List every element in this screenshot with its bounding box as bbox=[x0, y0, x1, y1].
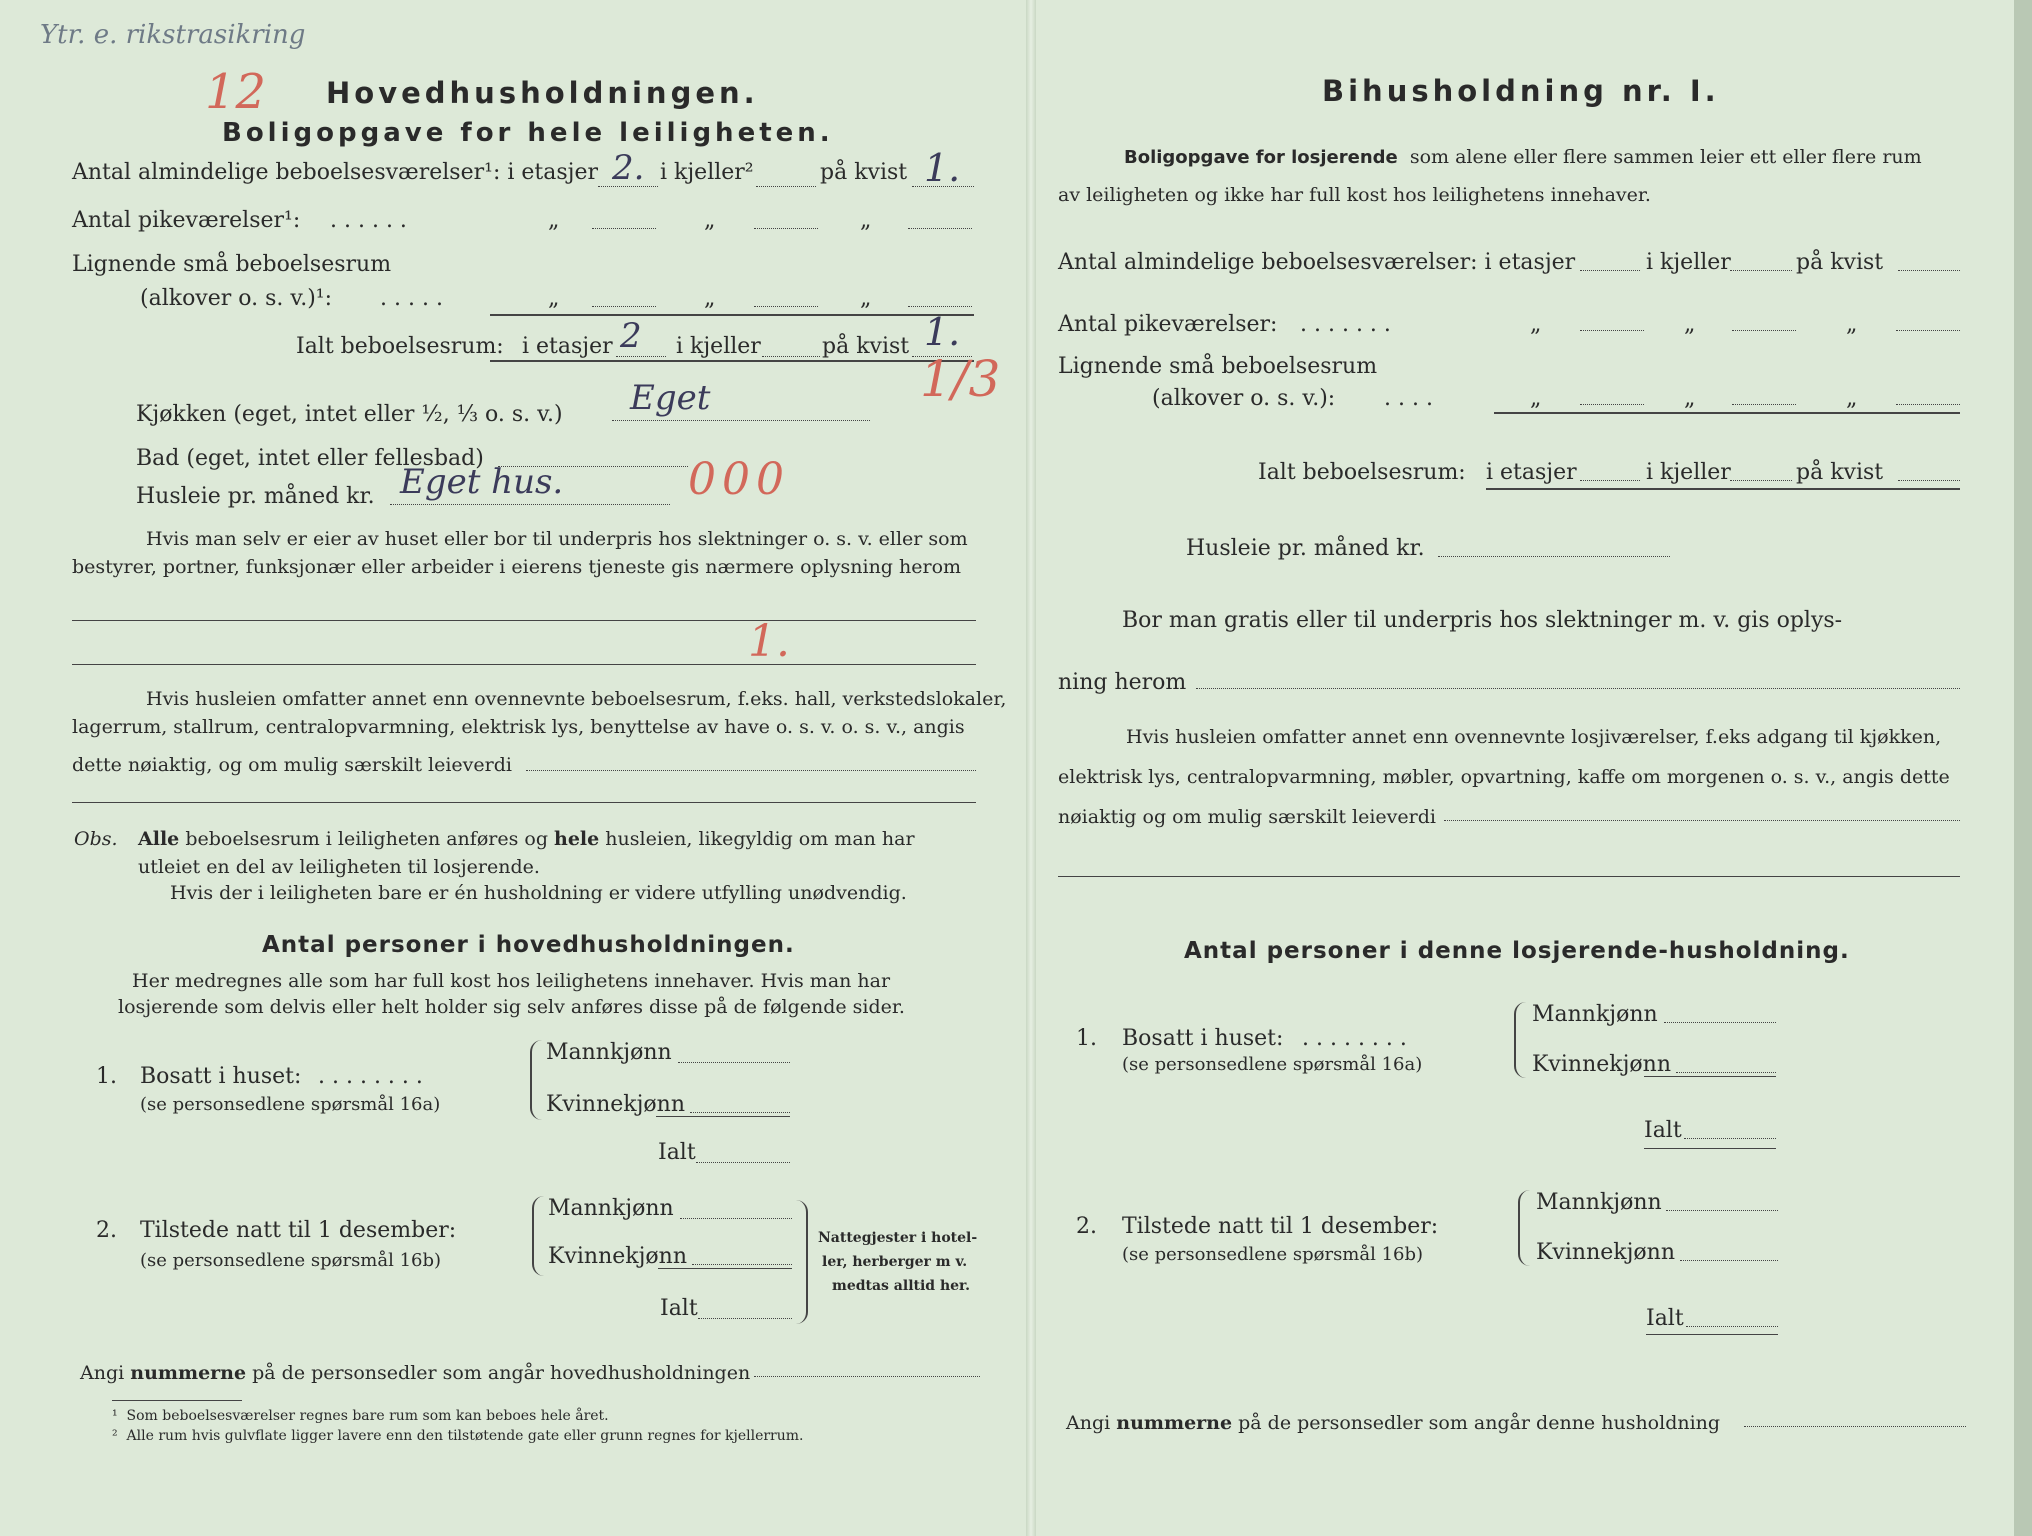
item-2-label: Tilstede natt til 1 desember: bbox=[140, 1218, 457, 1243]
husleie-label: Husleie pr. måned kr. bbox=[136, 484, 375, 509]
rooms-label: Antal almindelige beboelsesværelser¹: i etasjer bbox=[72, 160, 599, 185]
alkover-etasjer-field[interactable] bbox=[592, 306, 656, 307]
item-2-mann-label: Mannkjønn bbox=[1536, 1190, 1662, 1215]
item-2-brace bbox=[532, 1196, 544, 1276]
ialt-rooms-label: Ialt beboelsesrum: bbox=[296, 334, 504, 359]
small-rooms-label: Lignende små beboelsesrum bbox=[72, 252, 392, 277]
item-2-kvinne-field[interactable] bbox=[692, 1264, 792, 1265]
item-1-sub: (se personsedlene spørsmål 16a) bbox=[140, 1094, 441, 1115]
pike-label: Antal pikeværelser: bbox=[1058, 312, 1278, 337]
eier-text-2: bestyrer, portner, funksjonær eller arbeider i eierens tjeneste gis nærmere oplysning herom bbox=[72, 556, 962, 578]
angi-field[interactable] bbox=[1744, 1426, 1966, 1427]
leieverdi-field[interactable] bbox=[1444, 820, 1960, 821]
ialt-kjeller-field[interactable] bbox=[762, 356, 820, 357]
ditto-mark: „ bbox=[1684, 312, 1696, 337]
item-1-ialt-field[interactable] bbox=[1684, 1138, 1776, 1139]
item-1-dots: . . . . . . . . bbox=[318, 1064, 423, 1089]
persons-title: Antal personer i hovedhusholdningen. bbox=[262, 932, 795, 958]
kjeller-field[interactable] bbox=[756, 186, 816, 187]
item-2-brace bbox=[1518, 1190, 1530, 1266]
alkover-label: (alkover o. s. v.): bbox=[1152, 386, 1336, 411]
item-2-mann-field[interactable] bbox=[1666, 1210, 1778, 1211]
kvist-field[interactable] bbox=[1898, 270, 1960, 271]
item-1-sum-rule bbox=[656, 1116, 790, 1117]
item-2-kvinne-field[interactable] bbox=[1680, 1260, 1778, 1261]
alkover-etasjer-field[interactable] bbox=[1580, 404, 1644, 405]
item-1-number: 1. bbox=[96, 1064, 117, 1089]
handwritten-etasjer: 2. bbox=[612, 148, 645, 188]
bad-label: Bad (eget, intet eller fellesbad) bbox=[136, 446, 484, 471]
kvist-label: på kvist bbox=[820, 160, 908, 185]
angi-line: Angi nummerne på de personsedler som angår denne husholdning bbox=[1066, 1412, 1721, 1434]
ditto-mark: „ bbox=[1846, 386, 1858, 411]
angi-field[interactable] bbox=[754, 1376, 980, 1377]
page-fold bbox=[1026, 0, 1036, 1536]
ditto-mark: „ bbox=[704, 208, 716, 233]
ialt-kjeller-label: i kjeller bbox=[676, 334, 761, 359]
sum-rule bbox=[1486, 488, 1960, 490]
eier-field-line[interactable] bbox=[72, 620, 976, 621]
obs-label: Obs. bbox=[74, 828, 118, 850]
ialt-etasjer-field[interactable] bbox=[1580, 480, 1640, 481]
small-rooms-label: Lignende små beboelsesrum bbox=[1058, 354, 1378, 379]
alkover-dots: . . . . bbox=[1384, 386, 1433, 411]
item-1-dots: . . . . . . . . bbox=[1302, 1026, 1407, 1051]
handwritten-corner-note: Ytr. e. rikstrasikring bbox=[40, 20, 306, 50]
husleie-field[interactable] bbox=[390, 504, 670, 505]
ditto-mark: „ bbox=[704, 286, 716, 311]
pike-kjeller-field[interactable] bbox=[1732, 330, 1796, 331]
item-1-brace bbox=[1514, 1002, 1526, 1078]
item-1-ialt-label: Ialt bbox=[658, 1140, 696, 1165]
item-1-kvinne-field[interactable] bbox=[1676, 1072, 1776, 1073]
omfatter-text-3: dette nøiaktig, og om mulig særskilt leieverdi bbox=[72, 754, 512, 776]
footnote-2: ² Alle rum hvis gulvflate ligger lavere enn den tilstøtende gate eller grunn regnes for kjellerrum. bbox=[112, 1428, 804, 1444]
intro-line-2: av leiligheten og ikke har full kost hos leilighetens innehaver. bbox=[1058, 184, 1651, 206]
omfatter-text-2: elektrisk lys, centralopvarmning, møbler, opvartning, kaffe om morgenen o. s. v., angis dette bbox=[1058, 766, 1950, 788]
obs-line-2: utleiet en del av leiligheten til losjerende. bbox=[138, 856, 540, 878]
intro-line-1: Boligopgave for losjerende som alene eller flere sammen leier ett eller flere rum bbox=[1124, 146, 1922, 168]
ialt-kjeller-field[interactable] bbox=[1730, 480, 1792, 481]
item-1-kvinne-field[interactable] bbox=[690, 1112, 790, 1113]
kvist-label: på kvist bbox=[1796, 250, 1884, 275]
ialt-kvist-field[interactable] bbox=[1898, 480, 1960, 481]
item-1-kvinne-label: Kvinnekjønn bbox=[1532, 1052, 1671, 1077]
pike-kjeller-field[interactable] bbox=[754, 228, 818, 229]
nattegjester-note-1: Nattegjester i hotel- bbox=[818, 1230, 978, 1246]
item-1-ialt-label: Ialt bbox=[1644, 1118, 1682, 1143]
item-1-sub: (se personsedlene spørsmål 16a) bbox=[1122, 1054, 1423, 1075]
ialt-kvist-label: på kvist bbox=[822, 334, 910, 359]
handwritten-sheet-number: 12 bbox=[205, 64, 267, 120]
obs-line-1: Alle beboelsesrum i leiligheten anføres og hele husleien, likegyldig om man har bbox=[138, 828, 915, 850]
item-1-sum-rule bbox=[1644, 1076, 1776, 1077]
alkover-kjeller-field[interactable] bbox=[1732, 404, 1796, 405]
husleie-field[interactable] bbox=[1438, 556, 1670, 557]
item-1-label: Bosatt i huset: bbox=[1122, 1026, 1284, 1051]
ditto-mark: „ bbox=[1846, 312, 1858, 337]
page-title: Bihusholdning nr. I. bbox=[1322, 74, 1720, 108]
handwritten-red-zero: 000 bbox=[688, 454, 790, 505]
item-1-mann-field[interactable] bbox=[1664, 1022, 1776, 1023]
ialt-etasjer-field[interactable] bbox=[616, 356, 666, 357]
ditto-mark: „ bbox=[1684, 386, 1696, 411]
item-2-sum-rule bbox=[658, 1268, 792, 1269]
pike-etasjer-field[interactable] bbox=[592, 228, 656, 229]
gratis-line-1: Bor man gratis eller til underpris hos slektninger m. v. gis oplys- bbox=[1122, 608, 1843, 633]
kjokken-field[interactable] bbox=[612, 420, 870, 421]
item-1-mann-field[interactable] bbox=[678, 1062, 790, 1063]
item-1-kvinne-label: Kvinnekjønn bbox=[546, 1092, 685, 1117]
item-1-number: 1. bbox=[1076, 1026, 1097, 1051]
sheet-edge bbox=[2014, 0, 2032, 1536]
angi-line: Angi nummerne på de personsedler som angår hovedhusholdningen bbox=[80, 1362, 751, 1384]
leieverdi-field-line[interactable] bbox=[72, 802, 976, 803]
sum-rule bbox=[490, 360, 974, 362]
alkover-kvist-field[interactable] bbox=[1896, 404, 1960, 405]
ialt-etasjer-label: i etasjer bbox=[522, 334, 613, 359]
kjokken-label: Kjøkken (eget, intet eller ½, ⅓ o. s. v.) bbox=[136, 402, 563, 427]
pike-dots: . . . . . . bbox=[330, 208, 407, 233]
eier-text-1: Hvis man selv er eier av huset eller bor til underpris hos slektninger o. s. v. eller som bbox=[146, 528, 968, 550]
kjeller-label: i kjeller bbox=[1646, 250, 1731, 275]
ditto-mark: „ bbox=[860, 208, 872, 233]
husleie-label: Husleie pr. måned kr. bbox=[1186, 536, 1425, 561]
omfatter-text-2: lagerrum, stallrum, centralopvarmning, elektrisk lys, benyttelse av have o. s. v. o. s. v., angis bbox=[72, 716, 965, 738]
alkover-dots: . . . . . bbox=[380, 286, 443, 311]
item-2-ialt-rule bbox=[1646, 1334, 1778, 1335]
item-2-ialt-label: Ialt bbox=[1646, 1306, 1684, 1331]
footnote-rule bbox=[112, 1400, 242, 1401]
handwritten-husleie: Eget hus. bbox=[400, 462, 564, 502]
item-1-label: Bosatt i huset: bbox=[140, 1064, 302, 1089]
item-2-kvinne-label: Kvinnekjønn bbox=[548, 1244, 687, 1269]
item-2-sub: (se personsedlene spørsmål 16b) bbox=[140, 1250, 442, 1271]
ditto-mark: „ bbox=[548, 286, 560, 311]
alkover-label: (alkover o. s. v.)¹: bbox=[140, 286, 333, 311]
nattegjester-note-3: medtas alltid her. bbox=[832, 1278, 971, 1294]
item-2-number: 2. bbox=[1076, 1214, 1097, 1239]
ditto-mark: „ bbox=[1530, 312, 1542, 337]
handwritten-ialt-kvist: 1. bbox=[924, 310, 961, 354]
ditto-mark: „ bbox=[548, 208, 560, 233]
kjeller-field[interactable] bbox=[1730, 270, 1792, 271]
item-2-number: 2. bbox=[96, 1218, 117, 1243]
handwritten-kjokken: Eget bbox=[630, 378, 711, 418]
pike-kvist-field[interactable] bbox=[908, 228, 972, 229]
ialt-kjeller-label: i kjeller bbox=[1646, 460, 1731, 485]
kjeller-label: i kjeller² bbox=[660, 160, 754, 185]
ialt-kvist-label: på kvist bbox=[1796, 460, 1884, 485]
page-subtitle: Boligopgave for hele leiligheten. bbox=[222, 118, 834, 148]
handwritten-ialt-etasjer: 2 bbox=[620, 316, 642, 356]
pike-label: Antal pikeværelser¹: bbox=[72, 208, 301, 233]
ditto-mark: „ bbox=[860, 286, 872, 311]
obs-line-3: Hvis der i leiligheten bare er én husholdning er videre utfylling unødvendig. bbox=[170, 882, 907, 904]
item-2-right-brace bbox=[796, 1200, 808, 1324]
footnote-1: ¹ Som beboelsesværelser regnes bare rum som kan beboes hele året. bbox=[112, 1408, 609, 1424]
ialt-etasjer-label: i etasjer bbox=[1486, 460, 1577, 485]
item-2-ialt-label: Ialt bbox=[660, 1296, 698, 1321]
handwritten-kvist: 1. bbox=[924, 146, 961, 190]
persons-title: Antal personer i denne losjerende-husholdning. bbox=[1184, 938, 1850, 964]
ditto-mark: „ bbox=[1530, 386, 1542, 411]
nattegjester-note-2: ler, herberger m v. bbox=[822, 1254, 968, 1270]
item-1-ialt-rule bbox=[1644, 1148, 1776, 1149]
etasjer-field[interactable] bbox=[1580, 270, 1640, 271]
eier-field-line[interactable] bbox=[72, 664, 976, 665]
omfatter-text-3: nøiaktig og om mulig særskilt leieverdi bbox=[1058, 806, 1436, 828]
sum-rule bbox=[1494, 412, 1960, 414]
pike-etasjer-field[interactable] bbox=[1580, 330, 1644, 331]
handwritten-red-fraction: 1/3 bbox=[920, 350, 1001, 408]
persons-text-1: Her medregnes alle som har full kost hos leilighetens innehaver. Hvis man har bbox=[132, 970, 891, 992]
rooms-label: Antal almindelige beboelsesværelser: i etasjer bbox=[1058, 250, 1576, 275]
item-1-brace bbox=[530, 1040, 542, 1120]
item-2-ialt-field[interactable] bbox=[698, 1318, 792, 1319]
persons-text-2: losjerende som delvis eller helt holder sig selv anføres disse på de følgende sider. bbox=[118, 996, 905, 1018]
item-2-mann-label: Mannkjønn bbox=[548, 1196, 674, 1221]
alkover-kvist-field[interactable] bbox=[908, 306, 972, 307]
alkover-kjeller-field[interactable] bbox=[754, 306, 818, 307]
item-2-ialt-field[interactable] bbox=[1686, 1326, 1778, 1327]
ialt-rooms-label: Ialt beboelsesrum: bbox=[1258, 460, 1466, 485]
item-1-mann-label: Mannkjønn bbox=[546, 1040, 672, 1065]
item-2-sub: (se personsedlene spørsmål 16b) bbox=[1122, 1244, 1424, 1265]
pike-dots: . . . . . . . bbox=[1300, 312, 1391, 337]
item-1-mann-label: Mannkjønn bbox=[1532, 1002, 1658, 1027]
item-2-kvinne-label: Kvinnekjønn bbox=[1536, 1240, 1675, 1265]
page-title: Hovedhusholdningen. bbox=[326, 76, 759, 110]
gratis-field[interactable] bbox=[1196, 688, 1960, 689]
omfatter-text-1: Hvis husleien omfatter annet enn ovennevnte beboelsesrum, f.eks. hall, verkstedslokaler, bbox=[146, 688, 1007, 710]
leieverdi-field-line[interactable] bbox=[1058, 876, 1960, 877]
item-2-mann-field[interactable] bbox=[680, 1218, 792, 1219]
gratis-line-2: ning herom bbox=[1058, 670, 1187, 695]
sum-rule bbox=[490, 314, 974, 316]
item-2-label: Tilstede natt til 1 desember: bbox=[1122, 1214, 1439, 1239]
omfatter-text-1: Hvis husleien omfatter annet enn ovennevnte losjiværelser, f.eks adgang til kjøkken, bbox=[1126, 726, 1942, 748]
item-1-ialt-field[interactable] bbox=[696, 1162, 790, 1163]
leieverdi-field[interactable] bbox=[526, 770, 976, 771]
handwritten-red-mark: 1. bbox=[748, 616, 790, 667]
pike-kvist-field[interactable] bbox=[1896, 330, 1960, 331]
